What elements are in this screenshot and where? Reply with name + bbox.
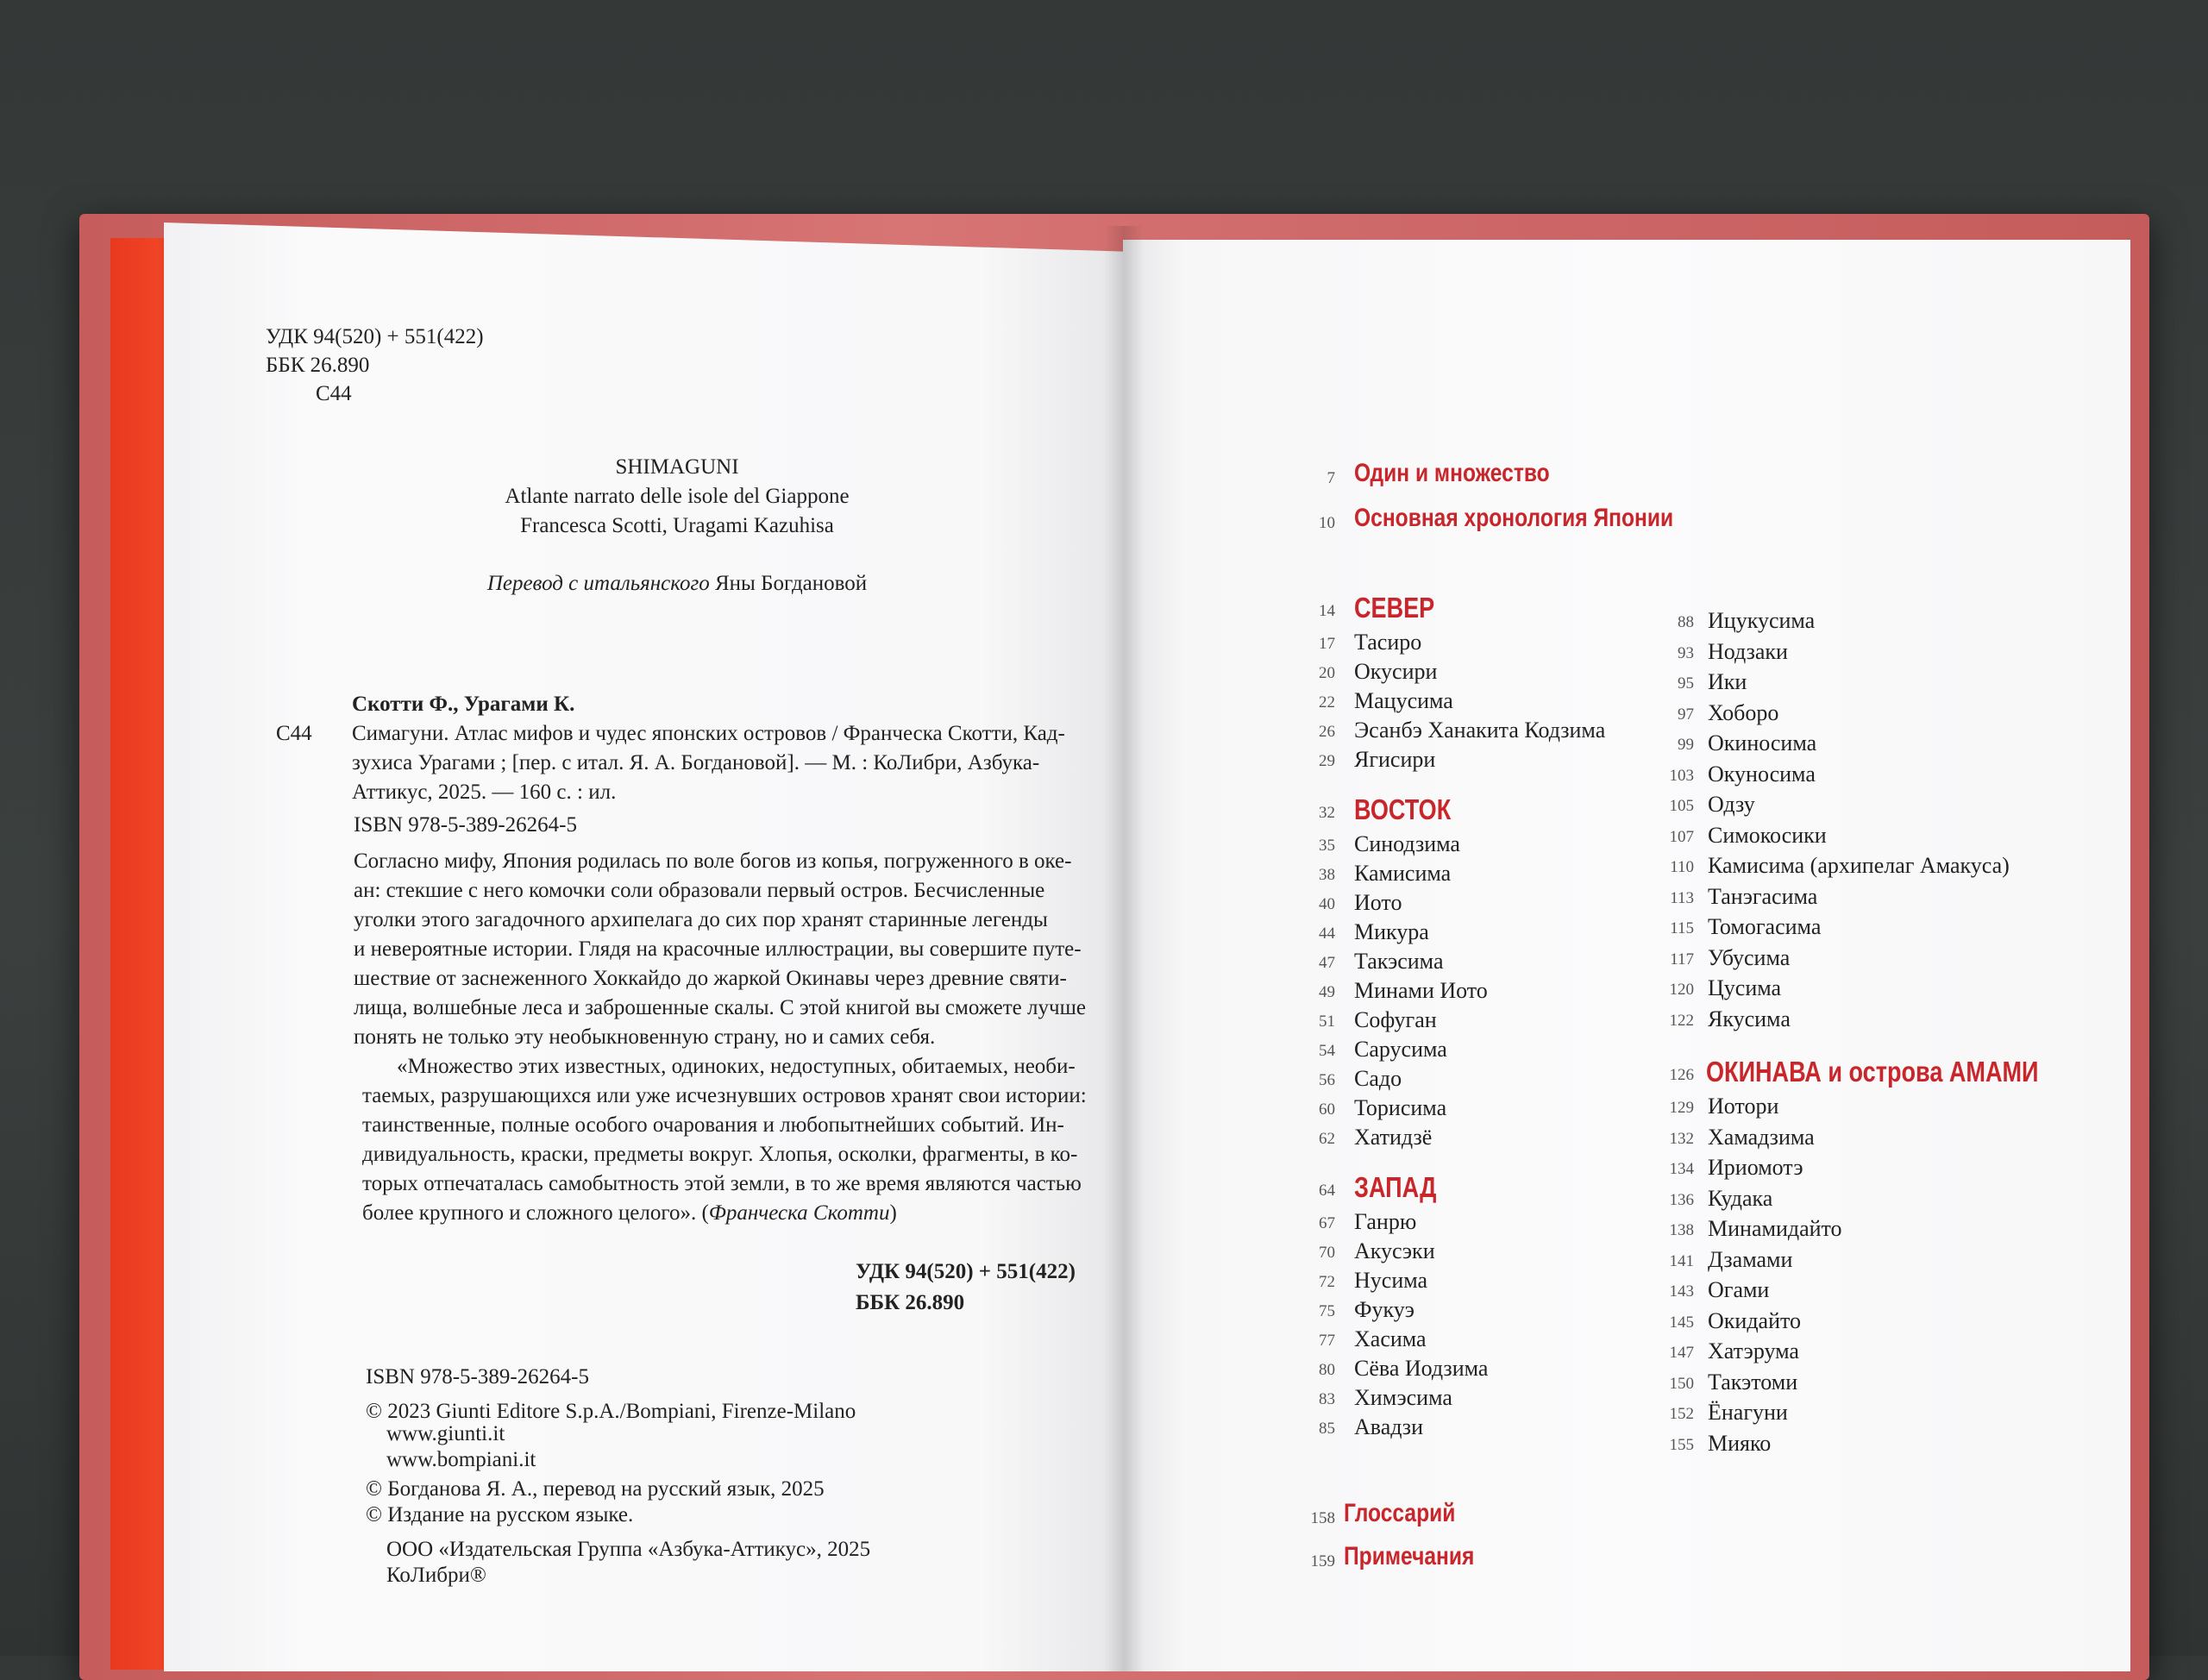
toc-page-number: 64 (1319, 1182, 1335, 1200)
toc-entry: Ицукусима (1708, 608, 1816, 633)
toc-main-heading: Один и множество (1354, 459, 1550, 487)
toc-page-number: 83 (1319, 1390, 1335, 1408)
udk-top: УДК 94(520) + 551(422) (266, 325, 484, 348)
toc-entry: Такэтоми (1708, 1369, 1798, 1395)
toc-page-number: 47 (1319, 954, 1335, 972)
toc-entry: Огами (1708, 1277, 1770, 1302)
toc-entry: Окиносима (1708, 730, 1817, 755)
toc-page-number: 60 (1319, 1100, 1335, 1119)
toc-entry: Синодзима (1354, 831, 1460, 856)
toc-entry: Одзу (1708, 792, 1755, 817)
toc-page-number: 145 (1669, 1313, 1694, 1332)
toc-page-number: 147 (1669, 1344, 1694, 1362)
quote-author: Франческа Скотти (708, 1201, 890, 1225)
toc-entry: Хатэрума (1708, 1338, 1799, 1363)
toc-page-number: 20 (1319, 664, 1335, 682)
annotation-line-7: понять не только эту необыкновенную страну, но и самих себя. (354, 1025, 936, 1049)
toc-page-number: 105 (1669, 797, 1694, 815)
toc-entry: Окусири (1354, 659, 1438, 684)
toc-page-number: 88 (1678, 613, 1694, 631)
toc-entry: Мацусима (1354, 688, 1453, 713)
toc-page-number: 62 (1319, 1130, 1335, 1148)
translation-credit (414, 569, 940, 599)
toc-page-number: 85 (1319, 1420, 1335, 1438)
copyright-edition: © Издание на русском языке. (366, 1503, 634, 1526)
annotation-line-3: уголки этого загадочного архипелага до сих пор хранят старинные легенды (354, 908, 1048, 931)
toc-entry: Иотори (1708, 1094, 1779, 1119)
toc-page-number: 110 (1670, 858, 1694, 876)
toc-entry: Хатидзё (1354, 1125, 1433, 1150)
quote-line-4: дивидуальность, краски, предметы вокруг. Хлопья, осколки, фрагменты, в ко- (362, 1143, 1078, 1166)
toc-entry: Садо (1354, 1066, 1402, 1091)
right-page (1123, 240, 2130, 1671)
toc-page-number: 70 (1319, 1244, 1335, 1262)
toc-page-number: 38 (1319, 866, 1335, 884)
toc-page-number: 136 (1669, 1190, 1694, 1209)
toc-page-number: 80 (1319, 1361, 1335, 1379)
toc-page-number: 72 (1319, 1273, 1335, 1291)
toc-section-heading: ЗАПАД (1354, 1171, 1437, 1203)
toc-page-number: 99 (1678, 736, 1694, 754)
toc-page-number: 150 (1669, 1374, 1694, 1393)
toc-entry: Иото (1354, 890, 1402, 915)
toc-page-number: 49 (1319, 983, 1335, 1001)
toc-page-number: 44 (1319, 925, 1335, 943)
url-giunti: www.giunti.it (386, 1422, 505, 1445)
toc-entry: Ики (1708, 669, 1747, 694)
toc-page-number: 152 (1669, 1405, 1694, 1423)
toc-page-number: 95 (1678, 674, 1694, 693)
quote-line-3: таинственные, полные особого очарования и любопытнейших событий. Ин- (362, 1113, 1064, 1137)
toc-page-number: 10 (1319, 514, 1335, 532)
toc-page-number: 126 (1669, 1066, 1694, 1084)
toc-page-number: 134 (1669, 1160, 1694, 1178)
original-title: SHIMAGUNI (615, 455, 739, 479)
toc-entry: Хамадзима (1708, 1124, 1815, 1150)
toc-page-number: 77 (1319, 1332, 1335, 1350)
annotation-line-5: шествие от заснеженного Хоккайдо до жаркой Окинавы через древние святи- (354, 967, 1067, 990)
toc-page-number: 40 (1319, 895, 1335, 913)
toc-main-heading: Основная хронология Японии (1354, 504, 1674, 532)
toc-page-number: 32 (1319, 804, 1335, 822)
url-bompiani: www.bompiani.it (386, 1448, 536, 1471)
annotation-line-2: ан: стекшие с него комочки соли образовали первый остров. Бесчисленные (354, 879, 1045, 902)
toc-page-number: 158 (1310, 1509, 1335, 1527)
authors-heading: Скотти Ф., Урагами К. (352, 693, 575, 716)
code-top: С44 (316, 382, 352, 405)
toc-page-number: 14 (1319, 602, 1335, 620)
toc-section-heading: ОКИНАВА и острова АМАМИ (1706, 1056, 2039, 1088)
toc-page-number: 56 (1319, 1071, 1335, 1089)
toc-entry: Минамидайто (1708, 1216, 1842, 1241)
toc-page-number: 138 (1669, 1221, 1694, 1239)
code-mid: С44 (276, 722, 312, 745)
publisher-azbuka: ООО «Издательская Группа «Азбука-Аттикус», 2025 (386, 1538, 871, 1561)
biblio-line-2: зухиса Урагами ; [пер. с итал. Я. А. Богдановой]. — М. : КоЛибри, Азбука- (352, 751, 1040, 774)
bbk-bottom: ББК 26.890 (856, 1291, 965, 1314)
toc-page-number: 155 (1669, 1435, 1694, 1454)
toc-page-number: 159 (1310, 1552, 1335, 1570)
toc-entry: Эсанбэ Ханакита Кодзима (1354, 718, 1606, 743)
toc-page-number: 120 (1669, 981, 1694, 999)
toc-page-number: 117 (1670, 950, 1694, 969)
toc-entry: Минами Иото (1354, 978, 1488, 1003)
toc-page-number: 129 (1669, 1099, 1694, 1117)
toc-entry: Якусима (1708, 1006, 1791, 1031)
toc-entry: Дзамами (1708, 1246, 1793, 1272)
toc-entry: Камисима (1354, 861, 1452, 886)
udk-bottom: УДК 94(520) + 551(422) (856, 1260, 1076, 1283)
toc-page-number: 26 (1319, 723, 1335, 741)
toc-page-number: 54 (1319, 1042, 1335, 1060)
toc-entry: Ганрю (1354, 1209, 1417, 1234)
quote-line-2: таемых, разрушающихся или уже исчезнувших островов хранят свои истории: (362, 1084, 1087, 1107)
toc-page-number: 75 (1319, 1302, 1335, 1320)
original-subtitle: Atlante narrato delle isole del Giappone (505, 485, 850, 508)
toc-entry: Нусима (1354, 1268, 1428, 1293)
toc-entry: Окидайто (1708, 1307, 1802, 1333)
original-authors: Francesca Scotti, Uragami Kazuhisa (520, 514, 834, 537)
annotation-line-4: и невероятные истории. Глядя на красочные иллюстрации, вы совершите путе- (354, 937, 1082, 961)
toc-page-number: 29 (1319, 752, 1335, 770)
toc-page-number: 17 (1319, 635, 1335, 653)
quote-line-1: «Множество этих известных, одиноких, недоступных, обитаемых, необи- (397, 1055, 1076, 1078)
quote-line-6: более крупного и сложного целого». (Франческа Скотти) (362, 1201, 897, 1225)
toc-page-number: 122 (1669, 1011, 1694, 1030)
toc-entry: Танэгасима (1708, 883, 1818, 909)
toc-entry: Хасима (1354, 1326, 1427, 1351)
toc-entry: Окуносима (1708, 761, 1816, 787)
toc-entry: Тасиро (1354, 630, 1422, 655)
toc-main-heading: Глоссарий (1344, 1499, 1456, 1527)
toc-page-number: 107 (1669, 827, 1694, 846)
toc-entry: Мияко (1708, 1430, 1772, 1456)
toc-entry: Химэсима (1354, 1385, 1452, 1410)
book-gutter (1104, 226, 1144, 1671)
toc-main-heading: Примечания (1344, 1542, 1475, 1570)
toc-entry: Камисима (архипелаг Амакуса) (1708, 853, 2010, 878)
bbk-top: ББК 26.890 (266, 354, 370, 377)
annotation-line-1: Согласно мифу, Япония родилась по воле богов из копья, погруженного в оке- (354, 849, 1072, 873)
toc-section-heading: ВОСТОК (1354, 793, 1452, 825)
toc-entry: Торисима (1354, 1095, 1447, 1120)
toc-entry: Сёва Иодзима (1354, 1356, 1489, 1381)
toc-entry: Ёнагуни (1708, 1400, 1788, 1425)
biblio-line-3: Аттикус, 2025. — 160 с. : ил. (352, 780, 617, 804)
toc-page-number: 141 (1669, 1251, 1694, 1270)
toc-page-number: 93 (1678, 643, 1694, 662)
isbn-mid: ISBN 978-5-389-26264-5 (354, 813, 578, 837)
toc-entry: Хоборо (1708, 699, 1779, 725)
toc-entry: Ягисири (1354, 747, 1436, 772)
toc-entry: Ириомотэ (1708, 1155, 1803, 1180)
translation-prefix: Перевод с итальянского (486, 572, 710, 595)
toc-entry: Нодзаки (1708, 638, 1788, 664)
toc-page-number: 97 (1678, 705, 1694, 724)
toc-entry: Микура (1354, 919, 1429, 944)
toc-page-number: 51 (1319, 1012, 1335, 1031)
toc-page-number: 35 (1319, 837, 1335, 855)
toc-page-number: 132 (1669, 1129, 1694, 1148)
toc-entry: Софуган (1354, 1007, 1437, 1032)
toc-entry: Авадзи (1354, 1414, 1423, 1439)
toc-page-number: 113 (1670, 888, 1694, 907)
toc-page-number: 115 (1670, 919, 1694, 937)
toc-page-number: 143 (1669, 1282, 1694, 1301)
quote-last: более крупного и сложного целого». (362, 1201, 697, 1225)
annotation-line-6: лища, волшебные леса и заброшенные скалы. С этой книгой вы сможете лучше (354, 996, 1086, 1019)
toc-section-heading: СЕВЕР (1354, 592, 1435, 624)
toc-page-number: 103 (1669, 766, 1694, 785)
publisher-kolibri: КоЛибри® (386, 1564, 486, 1587)
copyright-translation: © Богданова Я. А., перевод на русский язык, 2025 (366, 1477, 825, 1501)
toc-entry: Фукуэ (1354, 1297, 1414, 1322)
toc-entry: Такэсима (1354, 949, 1444, 974)
toc-entry: Цусима (1708, 975, 1782, 1000)
toc-entry: Симокосики (1708, 822, 1827, 848)
toc-entry: Томогасима (1708, 914, 1822, 939)
isbn-bottom: ISBN 978-5-389-26264-5 (366, 1365, 590, 1389)
toc-entry: Убусима (1708, 944, 1791, 970)
toc-page-number: 67 (1319, 1214, 1335, 1232)
toc-page-number: 22 (1319, 693, 1335, 711)
toc-page-number: 7 (1327, 469, 1335, 487)
toc-entry: Акусэки (1354, 1238, 1435, 1263)
toc-entry: Кудака (1708, 1185, 1773, 1211)
copyright-giunti: © 2023 Giunti Editore S.p.A./Bompiani, Firenze-Milano (366, 1400, 856, 1423)
translation-name: Яны Богдановой (715, 572, 868, 595)
biblio-line-1: Симагуни. Атлас мифов и чудес японских островов / Франческа Скотти, Кад- (352, 722, 1065, 745)
quote-line-5: торых отпечаталась самобытность этой земли, в то же время являются частью (362, 1172, 1082, 1195)
toc-entry: Сарусима (1354, 1037, 1447, 1062)
